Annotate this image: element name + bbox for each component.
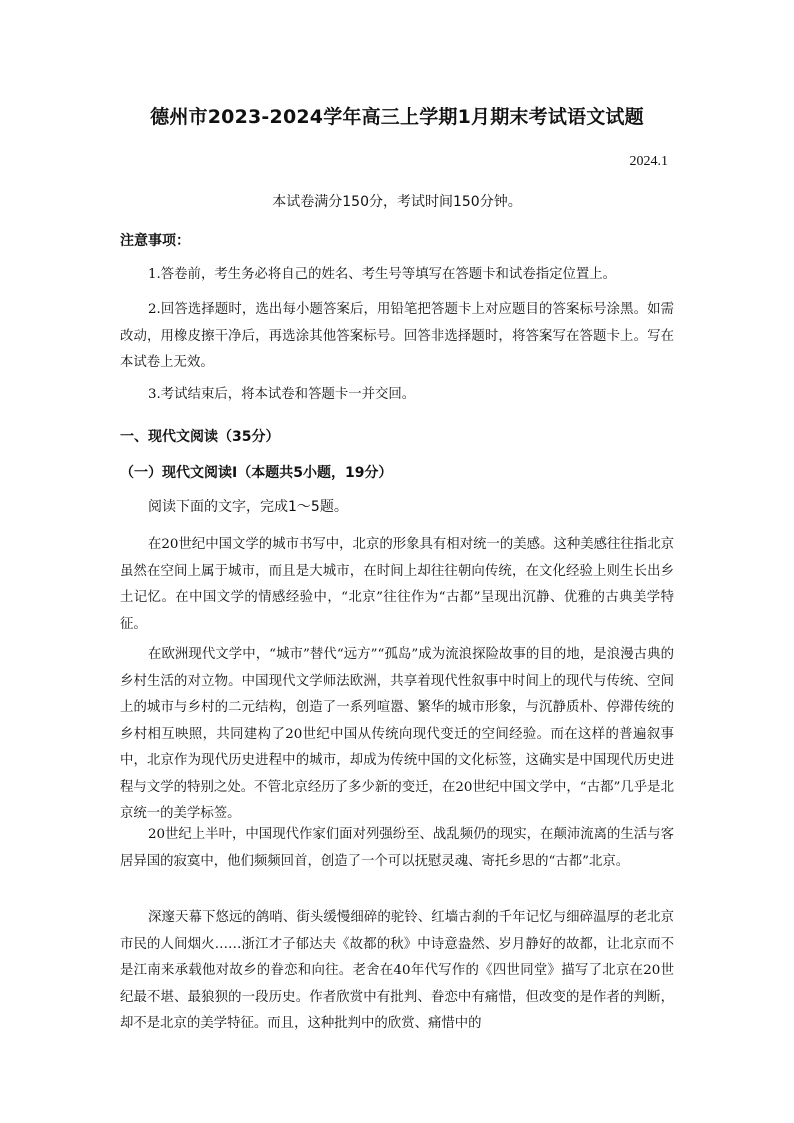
document-title: 德州市2023-2024学年高三上学期1月期末考试语文试题	[150, 106, 644, 128]
document-date: 2024.1	[629, 154, 668, 169]
section-heading: 一、现代文阅读（35分）	[120, 429, 280, 445]
reading-paragraph: 在欧洲现代文学中，“城市”替代“远方”“孤岛”成为流浪探险故事的目的地，是浪漫古典的乡村生活的对立物。中国现代文学师法欧洲，共享着现代性叙事中时间上的现代与传统、空间上的城市与乡村的二元结构，创造了一系列喧嚣、繁华的城市形象，与沉静质朴、停滞传统的乡村相互映照，共同建构了20世纪中国从传统向现代变迁的空间经验。而在这样的普遍叙事中，北京作为现代历史进程中的城市，却成为传统中国的文化标签，这确实是中国现代历史进程与文学的特别之处。不管北京经历了多少新的变迁，在20世纪中国文学中，“古都”几乎是北京统一的美学标签。	[120, 647, 674, 821]
reading-instruction: 阅读下面的文字，完成1～5题。	[148, 499, 348, 515]
notice-item: 1.答卷前，考生务必将自己的姓名、考生号等填写在答题卡和试卷指定位置上。	[148, 267, 617, 282]
exam-intro: 本试卷满分150分，考试时间150分钟。	[272, 194, 522, 210]
subsection-heading: （一）现代文阅读Ⅰ（本题共5小题，19分）	[120, 465, 393, 481]
notice-heading: 注意事项：	[120, 233, 190, 249]
notice-item: 3.考试结束后，将本试卷和答题卡一并交回。	[148, 387, 416, 402]
reading-paragraph: 20世纪上半叶，中国现代作家们面对列强纷至、战乱频仍的现实，在颠沛流离的生活与客居异国的寂寞中，他们频频回首，创造了一个可以抚慰灵魂、寄托乡思的“古都”北京。	[120, 827, 674, 869]
reading-paragraph: 在20世纪中国文学的城市书写中，北京的形象具有相对统一的美感。这种美感往往指北京虽然在空间上属于城市，而且是大城市，在时间上却往往朝向传统，在文化经验上则生长出乡土记忆。在中国文学的情感经验中，“北京”往往作为“古都”呈现出沉静、优雅的古典美学特征。	[120, 537, 674, 632]
notice-item: 2.回答选择题时，选出每小题答案后，用铅笔把答题卡上对应题目的答案标号涂黑。如需改动，用橡皮擦干净后，再选涂其他答案标号。回答非选择题时，将答案写在答题卡上。写在本试卷上无效。	[120, 302, 674, 370]
reading-paragraph: 深邃天幕下悠远的鸽哨、街头缓慢细碎的驼铃、红墙古刹的千年记忆与细碎温厚的老北京市民的人间烟火……浙江才子郁达夫《故都的秋》中诗意盎然、岁月静好的故都，让北京而不是江南来承载他对故乡的眷恋和向往。老舍在40年代写作的《四世同堂》描写了北京在20世纪最不堪、最狼狈的一段历史。作者欣赏中有批判、眷恋中有痛惜，但改变的是作者的判断，却不是北京的美学特征。而且，这种批判中的欣赏、痛惜中的	[120, 910, 674, 1031]
